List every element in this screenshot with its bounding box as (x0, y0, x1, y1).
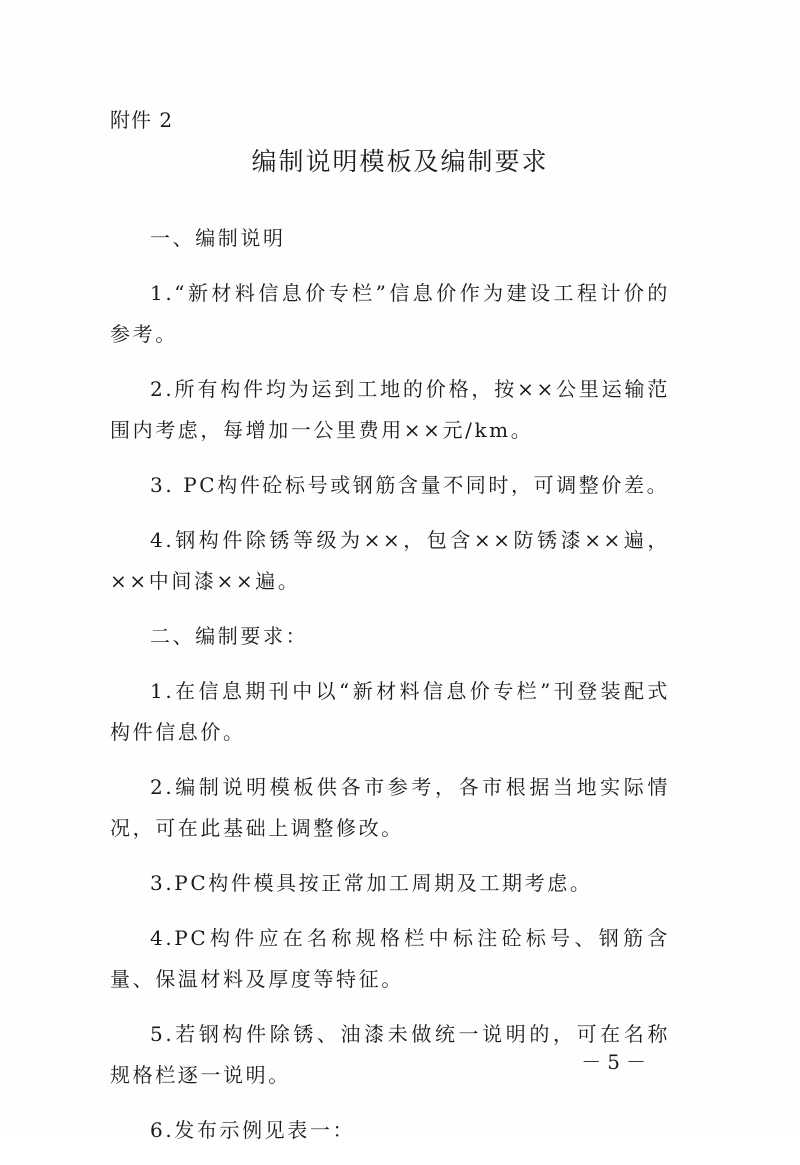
paragraph-2-1: 1.在信息期刊中以“新材料信息价专栏”刊登装配式构件信息价。 (110, 679, 670, 744)
paragraph-2-5: 5.若钢构件除锈、油漆未做统一说明的，可在名称规格栏逐一说明。 (110, 1022, 670, 1087)
section-heading-compilation-requirements: 二、编制要求： (150, 624, 309, 648)
section-heading-compilation-notes: 一、编制说明 (150, 226, 286, 250)
paragraph-1-3: 3. PC构件砼标号或钢筋含量不同时，可调整价差。 (150, 473, 670, 497)
paragraph-1-1: 1.“新材料信息价专栏”信息价作为建设工程计价的参考。 (110, 281, 670, 346)
page-number: －5－ (581, 1050, 652, 1074)
paragraph-2-3: 3.PC构件模具按正常加工周期及工期考虑。 (150, 871, 593, 895)
paragraph-2-6: 6.发布示例见表一： (150, 1118, 356, 1142)
attachment-label: 附件 2 (110, 108, 174, 132)
paragraph-2-2: 2.编制说明模板供各市参考，各市根据当地实际情况，可在此基础上调整修改。 (110, 775, 670, 840)
paragraph-2-4: 4.PC构件应在名称规格栏中标注砼标号、钢筋含量、保温材料及厚度等特征。 (110, 926, 670, 991)
paragraph-1-4: 4.钢构件除锈等级为××，包含××防锈漆××遍，××中间漆××遍。 (110, 528, 670, 593)
document-body (110, 218, 670, 1165)
paragraph-1-2: 2.所有构件均为运到工地的价格，按××公里运输范围内考虑，每增加一公里费用××元/km。 (110, 377, 670, 442)
document-title: 编制说明模板及编制要求 (251, 147, 549, 176)
